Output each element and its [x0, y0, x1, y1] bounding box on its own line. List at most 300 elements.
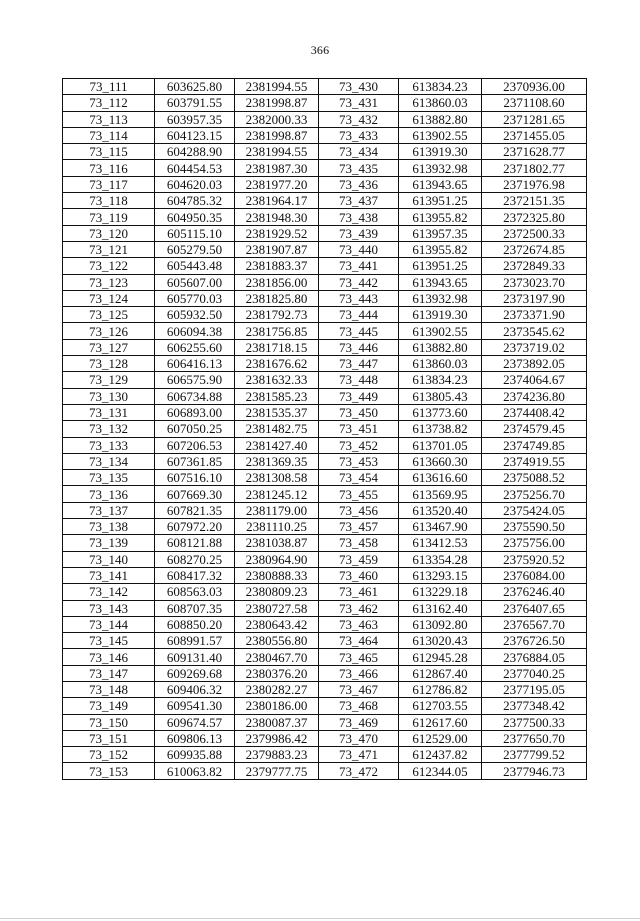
y-coordinate-left: 2381987.30 — [235, 160, 319, 176]
point-id-left: 73_122 — [63, 258, 155, 274]
x-coordinate-right: 612867.40 — [399, 665, 482, 681]
point-id-right: 73_460 — [319, 567, 399, 583]
x-coordinate-right: 613882.80 — [399, 111, 482, 127]
x-coordinate-right: 613660.30 — [399, 453, 482, 469]
table-row — [63, 79, 587, 95]
y-coordinate-right: 2375088.52 — [482, 470, 587, 486]
y-coordinate-right: 2372151.35 — [482, 193, 587, 209]
y-coordinate-left: 2381676.62 — [235, 356, 319, 372]
x-coordinate-right: 613229.18 — [399, 584, 482, 600]
point-id-left: 73_135 — [63, 470, 155, 486]
table-row — [63, 356, 587, 372]
point-id-left: 73_144 — [63, 616, 155, 632]
table-row — [63, 193, 587, 209]
x-coordinate-left: 606575.90 — [155, 372, 235, 388]
point-id-right: 73_441 — [319, 258, 399, 274]
y-coordinate-left: 2380087.37 — [235, 714, 319, 730]
y-coordinate-right: 2375756.00 — [482, 535, 587, 551]
point-id-left: 73_112 — [63, 95, 155, 111]
x-coordinate-right: 613738.82 — [399, 421, 482, 437]
y-coordinate-right: 2376246.40 — [482, 584, 587, 600]
coordinates-table — [62, 78, 587, 780]
x-coordinate-left: 604620.03 — [155, 176, 235, 192]
point-id-left: 73_136 — [63, 486, 155, 502]
x-coordinate-left: 604785.32 — [155, 193, 235, 209]
table-row — [63, 144, 587, 160]
y-coordinate-right: 2372674.85 — [482, 241, 587, 257]
point-id-right: 73_431 — [319, 95, 399, 111]
y-coordinate-left: 2380467.70 — [235, 649, 319, 665]
x-coordinate-right: 613162.40 — [399, 600, 482, 616]
y-coordinate-right: 2372325.80 — [482, 209, 587, 225]
point-id-right: 73_448 — [319, 372, 399, 388]
y-coordinate-right: 2371108.60 — [482, 95, 587, 111]
point-id-right: 73_450 — [319, 404, 399, 420]
y-coordinate-right: 2377650.70 — [482, 730, 587, 746]
x-coordinate-right: 613616.60 — [399, 470, 482, 486]
point-id-right: 73_464 — [319, 633, 399, 649]
y-coordinate-left: 2380643.42 — [235, 616, 319, 632]
x-coordinate-right: 613569.95 — [399, 486, 482, 502]
point-id-right: 73_456 — [319, 502, 399, 518]
table-row — [63, 111, 587, 127]
y-coordinate-right: 2376567.70 — [482, 616, 587, 632]
y-coordinate-right: 2371802.77 — [482, 160, 587, 176]
x-coordinate-left: 608850.20 — [155, 616, 235, 632]
point-id-left: 73_116 — [63, 160, 155, 176]
y-coordinate-left: 2381948.30 — [235, 209, 319, 225]
y-coordinate-left: 2381998.87 — [235, 127, 319, 143]
y-coordinate-right: 2377799.52 — [482, 747, 587, 763]
x-coordinate-left: 604454.53 — [155, 160, 235, 176]
x-coordinate-right: 613860.03 — [399, 95, 482, 111]
y-coordinate-left: 2381907.87 — [235, 241, 319, 257]
x-coordinate-right: 613902.55 — [399, 127, 482, 143]
x-coordinate-left: 607972.20 — [155, 519, 235, 535]
x-coordinate-left: 607361.85 — [155, 453, 235, 469]
point-id-right: 73_463 — [319, 616, 399, 632]
y-coordinate-left: 2380376.20 — [235, 665, 319, 681]
point-id-right: 73_467 — [319, 681, 399, 697]
point-id-right: 73_447 — [319, 356, 399, 372]
y-coordinate-right: 2370936.00 — [482, 79, 587, 95]
y-coordinate-left: 2381427.40 — [235, 437, 319, 453]
point-id-left: 73_152 — [63, 747, 155, 763]
table-row — [63, 388, 587, 404]
y-coordinate-left: 2381964.17 — [235, 193, 319, 209]
y-coordinate-right: 2374408.42 — [482, 404, 587, 420]
x-coordinate-left: 603791.55 — [155, 95, 235, 111]
x-coordinate-left: 603625.80 — [155, 79, 235, 95]
y-coordinate-left: 2381585.23 — [235, 388, 319, 404]
y-coordinate-left: 2381825.80 — [235, 290, 319, 306]
y-coordinate-left: 2381756.85 — [235, 323, 319, 339]
point-id-right: 73_451 — [319, 421, 399, 437]
y-coordinate-left: 2381369.35 — [235, 453, 319, 469]
point-id-left: 73_125 — [63, 307, 155, 323]
x-coordinate-right: 613955.82 — [399, 209, 482, 225]
table-row — [63, 730, 587, 746]
point-id-left: 73_133 — [63, 437, 155, 453]
y-coordinate-right: 2374749.85 — [482, 437, 587, 453]
table-row — [63, 339, 587, 355]
x-coordinate-left: 608121.88 — [155, 535, 235, 551]
point-id-right: 73_470 — [319, 730, 399, 746]
point-id-right: 73_444 — [319, 307, 399, 323]
x-coordinate-left: 608707.35 — [155, 600, 235, 616]
table-row — [63, 616, 587, 632]
point-id-left: 73_119 — [63, 209, 155, 225]
point-id-left: 73_142 — [63, 584, 155, 600]
point-id-left: 73_120 — [63, 225, 155, 241]
table-row — [63, 633, 587, 649]
point-id-left: 73_115 — [63, 144, 155, 160]
table-row — [63, 241, 587, 257]
x-coordinate-left: 605607.00 — [155, 274, 235, 290]
y-coordinate-left: 2381482.75 — [235, 421, 319, 437]
x-coordinate-right: 612786.82 — [399, 681, 482, 697]
table-row — [63, 127, 587, 143]
x-coordinate-right: 613943.65 — [399, 176, 482, 192]
x-coordinate-right: 612945.28 — [399, 649, 482, 665]
point-id-left: 73_123 — [63, 274, 155, 290]
point-id-left: 73_140 — [63, 551, 155, 567]
table-row — [63, 176, 587, 192]
x-coordinate-left: 609935.88 — [155, 747, 235, 763]
y-coordinate-right: 2377348.42 — [482, 698, 587, 714]
x-coordinate-left: 608991.57 — [155, 633, 235, 649]
y-coordinate-left: 2380727.58 — [235, 600, 319, 616]
x-coordinate-left: 606094.38 — [155, 323, 235, 339]
table-row — [63, 290, 587, 306]
y-coordinate-right: 2375424.05 — [482, 502, 587, 518]
table-row — [63, 323, 587, 339]
x-coordinate-left: 609131.40 — [155, 649, 235, 665]
y-coordinate-right: 2377946.73 — [482, 763, 587, 779]
y-coordinate-right: 2373023.70 — [482, 274, 587, 290]
x-coordinate-left: 608270.25 — [155, 551, 235, 567]
x-coordinate-left: 605932.50 — [155, 307, 235, 323]
x-coordinate-left: 606893.00 — [155, 404, 235, 420]
point-id-left: 73_128 — [63, 356, 155, 372]
x-coordinate-left: 605770.03 — [155, 290, 235, 306]
y-coordinate-right: 2371628.77 — [482, 144, 587, 160]
point-id-left: 73_149 — [63, 698, 155, 714]
y-coordinate-right: 2374064.67 — [482, 372, 587, 388]
table-row — [63, 747, 587, 763]
y-coordinate-left: 2379883.23 — [235, 747, 319, 763]
x-coordinate-right: 613354.28 — [399, 551, 482, 567]
y-coordinate-left: 2381883.37 — [235, 258, 319, 274]
point-id-right: 73_443 — [319, 290, 399, 306]
x-coordinate-right: 613412.53 — [399, 535, 482, 551]
y-coordinate-right: 2374579.45 — [482, 421, 587, 437]
table-row — [63, 502, 587, 518]
table-row — [63, 160, 587, 176]
table-row — [63, 404, 587, 420]
x-coordinate-right: 613951.25 — [399, 258, 482, 274]
point-id-left: 73_129 — [63, 372, 155, 388]
x-coordinate-left: 609541.30 — [155, 698, 235, 714]
table-row — [63, 567, 587, 583]
y-coordinate-left: 2381179.00 — [235, 502, 319, 518]
point-id-right: 73_433 — [319, 127, 399, 143]
x-coordinate-right: 613293.15 — [399, 567, 482, 583]
x-coordinate-right: 612617.60 — [399, 714, 482, 730]
x-coordinate-right: 613834.23 — [399, 79, 482, 95]
point-id-left: 73_121 — [63, 241, 155, 257]
x-coordinate-right: 613932.98 — [399, 160, 482, 176]
point-id-right: 73_455 — [319, 486, 399, 502]
x-coordinate-right: 613902.55 — [399, 323, 482, 339]
coordinates-table-body — [63, 79, 587, 780]
y-coordinate-right: 2377040.25 — [482, 665, 587, 681]
point-id-right: 73_440 — [319, 241, 399, 257]
point-id-right: 73_435 — [319, 160, 399, 176]
point-id-left: 73_127 — [63, 339, 155, 355]
point-id-right: 73_449 — [319, 388, 399, 404]
y-coordinate-left: 2381245.12 — [235, 486, 319, 502]
y-coordinate-left: 2381994.55 — [235, 79, 319, 95]
table-row — [63, 535, 587, 551]
x-coordinate-right: 613957.35 — [399, 225, 482, 241]
y-coordinate-left: 2380556.80 — [235, 633, 319, 649]
table-row — [63, 274, 587, 290]
x-coordinate-left: 607206.53 — [155, 437, 235, 453]
x-coordinate-left: 606255.60 — [155, 339, 235, 355]
point-id-right: 73_452 — [319, 437, 399, 453]
x-coordinate-right: 613932.98 — [399, 290, 482, 306]
x-coordinate-right: 613467.90 — [399, 519, 482, 535]
table-row — [63, 551, 587, 567]
x-coordinate-left: 609269.68 — [155, 665, 235, 681]
point-id-right: 73_438 — [319, 209, 399, 225]
x-coordinate-left: 609674.57 — [155, 714, 235, 730]
point-id-left: 73_148 — [63, 681, 155, 697]
point-id-left: 73_137 — [63, 502, 155, 518]
point-id-right: 73_458 — [319, 535, 399, 551]
table-row — [63, 258, 587, 274]
table-row — [63, 421, 587, 437]
point-id-right: 73_462 — [319, 600, 399, 616]
y-coordinate-right: 2375256.70 — [482, 486, 587, 502]
x-coordinate-right: 613919.30 — [399, 307, 482, 323]
point-id-left: 73_153 — [63, 763, 155, 779]
y-coordinate-right: 2376884.05 — [482, 649, 587, 665]
y-coordinate-right: 2377195.05 — [482, 681, 587, 697]
x-coordinate-right: 613834.23 — [399, 372, 482, 388]
point-id-left: 73_138 — [63, 519, 155, 535]
y-coordinate-left: 2381994.55 — [235, 144, 319, 160]
y-coordinate-left: 2381110.25 — [235, 519, 319, 535]
point-id-left: 73_114 — [63, 127, 155, 143]
point-id-left: 73_130 — [63, 388, 155, 404]
y-coordinate-right: 2372849.33 — [482, 258, 587, 274]
x-coordinate-right: 612529.00 — [399, 730, 482, 746]
point-id-right: 73_432 — [319, 111, 399, 127]
table-row — [63, 95, 587, 111]
point-id-right: 73_457 — [319, 519, 399, 535]
x-coordinate-left: 608563.03 — [155, 584, 235, 600]
y-coordinate-right: 2375920.52 — [482, 551, 587, 567]
point-id-left: 73_126 — [63, 323, 155, 339]
point-id-right: 73_472 — [319, 763, 399, 779]
x-coordinate-left: 607669.30 — [155, 486, 235, 502]
point-id-right: 73_434 — [319, 144, 399, 160]
y-coordinate-right: 2376726.50 — [482, 633, 587, 649]
point-id-right: 73_465 — [319, 649, 399, 665]
point-id-right: 73_439 — [319, 225, 399, 241]
table-row — [63, 225, 587, 241]
point-id-left: 73_143 — [63, 600, 155, 616]
y-coordinate-left: 2380809.23 — [235, 584, 319, 600]
y-coordinate-right: 2376084.00 — [482, 567, 587, 583]
point-id-left: 73_113 — [63, 111, 155, 127]
point-id-right: 73_461 — [319, 584, 399, 600]
x-coordinate-right: 613092.80 — [399, 616, 482, 632]
table-row — [63, 584, 587, 600]
table-row — [63, 649, 587, 665]
table-row — [63, 437, 587, 453]
point-id-left: 73_150 — [63, 714, 155, 730]
table-row — [63, 470, 587, 486]
y-coordinate-left: 2381792.73 — [235, 307, 319, 323]
x-coordinate-left: 605279.50 — [155, 241, 235, 257]
x-coordinate-left: 604288.90 — [155, 144, 235, 160]
table-row — [63, 372, 587, 388]
x-coordinate-left: 603957.35 — [155, 111, 235, 127]
table-row — [63, 698, 587, 714]
y-coordinate-left: 2381308.58 — [235, 470, 319, 486]
y-coordinate-left: 2381856.00 — [235, 274, 319, 290]
x-coordinate-left: 606416.13 — [155, 356, 235, 372]
y-coordinate-right: 2374919.55 — [482, 453, 587, 469]
y-coordinate-right: 2371976.98 — [482, 176, 587, 192]
point-id-left: 73_147 — [63, 665, 155, 681]
table-row — [63, 714, 587, 730]
point-id-right: 73_446 — [319, 339, 399, 355]
page-number: 366 — [310, 43, 330, 57]
point-id-right: 73_437 — [319, 193, 399, 209]
x-coordinate-right: 613020.43 — [399, 633, 482, 649]
table-row — [63, 665, 587, 681]
y-coordinate-right: 2373545.62 — [482, 323, 587, 339]
point-id-left: 73_117 — [63, 176, 155, 192]
y-coordinate-left: 2381038.87 — [235, 535, 319, 551]
point-id-left: 73_131 — [63, 404, 155, 420]
point-id-right: 73_471 — [319, 747, 399, 763]
y-coordinate-right: 2375590.50 — [482, 519, 587, 535]
point-id-right: 73_442 — [319, 274, 399, 290]
table-row — [63, 519, 587, 535]
table-row — [63, 681, 587, 697]
y-coordinate-right: 2372500.33 — [482, 225, 587, 241]
point-id-right: 73_469 — [319, 714, 399, 730]
point-id-right: 73_459 — [319, 551, 399, 567]
table-row — [63, 600, 587, 616]
x-coordinate-left: 610063.82 — [155, 763, 235, 779]
y-coordinate-left: 2379986.42 — [235, 730, 319, 746]
point-id-left: 73_146 — [63, 649, 155, 665]
y-coordinate-right: 2373892.05 — [482, 356, 587, 372]
y-coordinate-right: 2373719.02 — [482, 339, 587, 355]
x-coordinate-left: 604950.35 — [155, 209, 235, 225]
point-id-right: 73_466 — [319, 665, 399, 681]
x-coordinate-right: 613701.05 — [399, 437, 482, 453]
y-coordinate-left: 2380964.90 — [235, 551, 319, 567]
point-id-left: 73_111 — [63, 79, 155, 95]
point-id-right: 73_430 — [319, 79, 399, 95]
x-coordinate-left: 605443.48 — [155, 258, 235, 274]
point-id-right: 73_445 — [319, 323, 399, 339]
x-coordinate-left: 609406.32 — [155, 681, 235, 697]
table-row — [63, 307, 587, 323]
point-id-left: 73_118 — [63, 193, 155, 209]
y-coordinate-right: 2373197.90 — [482, 290, 587, 306]
x-coordinate-right: 613882.80 — [399, 339, 482, 355]
x-coordinate-right: 613860.03 — [399, 356, 482, 372]
point-id-right: 73_454 — [319, 470, 399, 486]
table-row — [63, 209, 587, 225]
y-coordinate-left: 2381998.87 — [235, 95, 319, 111]
point-id-left: 73_151 — [63, 730, 155, 746]
y-coordinate-left: 2382000.33 — [235, 111, 319, 127]
point-id-left: 73_134 — [63, 453, 155, 469]
y-coordinate-left: 2381632.33 — [235, 372, 319, 388]
point-id-left: 73_145 — [63, 633, 155, 649]
y-coordinate-left: 2379777.75 — [235, 763, 319, 779]
point-id-right: 73_468 — [319, 698, 399, 714]
y-coordinate-right: 2371455.05 — [482, 127, 587, 143]
y-coordinate-left: 2380888.33 — [235, 567, 319, 583]
x-coordinate-left: 606734.88 — [155, 388, 235, 404]
x-coordinate-left: 604123.15 — [155, 127, 235, 143]
point-id-right: 73_453 — [319, 453, 399, 469]
point-id-right: 73_436 — [319, 176, 399, 192]
x-coordinate-left: 607821.35 — [155, 502, 235, 518]
y-coordinate-right: 2377500.33 — [482, 714, 587, 730]
x-coordinate-left: 607516.10 — [155, 470, 235, 486]
point-id-left: 73_139 — [63, 535, 155, 551]
x-coordinate-right: 613951.25 — [399, 193, 482, 209]
point-id-left: 73_132 — [63, 421, 155, 437]
x-coordinate-right: 613520.40 — [399, 502, 482, 518]
y-coordinate-left: 2381718.15 — [235, 339, 319, 355]
x-coordinate-right: 613805.43 — [399, 388, 482, 404]
y-coordinate-left: 2380282.27 — [235, 681, 319, 697]
x-coordinate-left: 608417.32 — [155, 567, 235, 583]
x-coordinate-right: 613773.60 — [399, 404, 482, 420]
y-coordinate-right: 2374236.80 — [482, 388, 587, 404]
x-coordinate-left: 609806.13 — [155, 730, 235, 746]
x-coordinate-left: 607050.25 — [155, 421, 235, 437]
y-coordinate-right: 2371281.65 — [482, 111, 587, 127]
x-coordinate-right: 612344.05 — [399, 763, 482, 779]
table-row — [63, 486, 587, 502]
y-coordinate-right: 2373371.90 — [482, 307, 587, 323]
x-coordinate-left: 605115.10 — [155, 225, 235, 241]
x-coordinate-right: 612437.82 — [399, 747, 482, 763]
y-coordinate-left: 2380186.00 — [235, 698, 319, 714]
table-row — [63, 763, 587, 779]
y-coordinate-left: 2381535.37 — [235, 404, 319, 420]
x-coordinate-right: 613919.30 — [399, 144, 482, 160]
x-coordinate-right: 612703.55 — [399, 698, 482, 714]
x-coordinate-right: 613955.82 — [399, 241, 482, 257]
point-id-left: 73_141 — [63, 567, 155, 583]
table-row — [63, 453, 587, 469]
y-coordinate-left: 2381977.20 — [235, 176, 319, 192]
